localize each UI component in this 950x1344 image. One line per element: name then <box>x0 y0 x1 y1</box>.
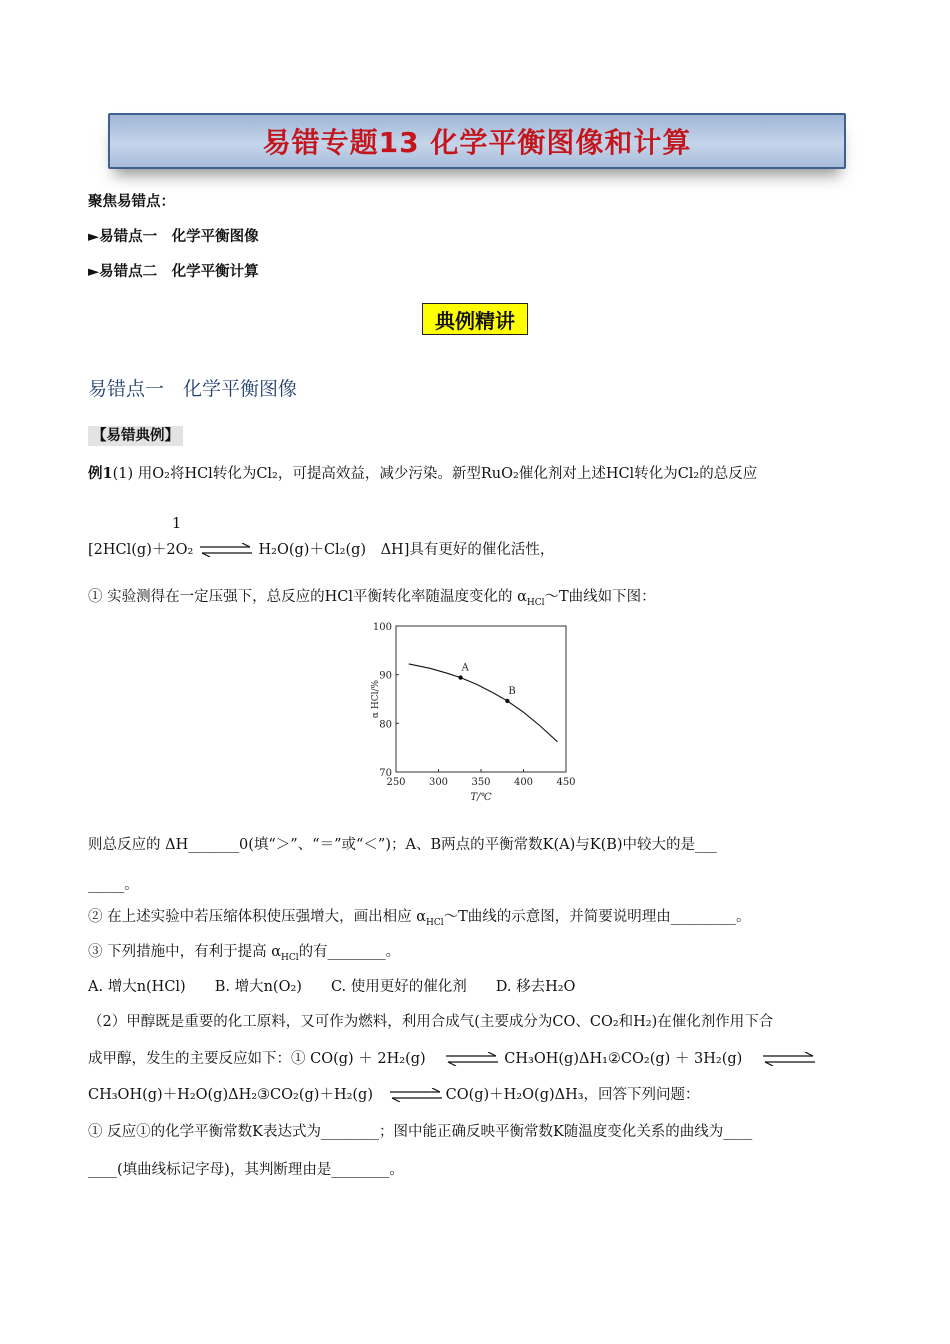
equation-right: H₂O(g)＋Cl₂(g) ΔH]具有更好的催化活性， <box>258 542 555 558</box>
q2-line <box>88 905 751 928</box>
example-tag: 【易错典例】 <box>88 426 183 446</box>
focus-item-2: ►易错点二 化学平衡计算 <box>88 264 259 280</box>
q3-text: ③ 下列措施中，有利于提高 α <box>88 944 282 960</box>
alpha-temperature-chart <box>370 614 590 814</box>
q1-sub: HCl <box>526 597 545 608</box>
part2-e: ____(填曲线标记字母)，其判断理由是________。 <box>88 1162 404 1178</box>
focus-heading: 聚焦易错点： <box>88 194 175 210</box>
series-line <box>409 664 558 742</box>
equation-left: [2HCl(g)＋2O₂ <box>88 542 194 558</box>
q3-sub: HCl <box>281 952 299 963</box>
x-axis-label: T/℃ <box>470 792 492 803</box>
q1-answer-a: 则总反应的 ΔH_______0(填“＞”、“＝”或“＜”)；A、B两点的平衡常数K(A)与K(B)中较大的是___ <box>88 837 717 853</box>
x-tick-label: 250 <box>386 777 406 788</box>
y-tick-label: 80 <box>379 719 392 731</box>
data-point-b <box>505 699 509 703</box>
q2-text: ② 在上述实验中若压缩体积使压强增大，画出相应 α <box>88 909 427 925</box>
equilibrium-arrow-icon <box>761 1052 817 1066</box>
q1-answer-b: _____。 <box>88 877 139 893</box>
point-label-a: A <box>461 662 469 674</box>
example-tag-wrap <box>88 424 183 445</box>
q3-line <box>88 940 400 963</box>
q2-sub: HCl <box>426 917 444 928</box>
part2-a: （2）甲醇既是重要的化工原料，又可作为燃料，利用合成气(主要成分为CO、CO₂和H₂)在催化剂作用下合 <box>88 1014 774 1030</box>
example-label: 例1 <box>88 465 113 482</box>
section1-title: 易错点一 化学平衡图像 <box>88 378 298 400</box>
point-label-b: B <box>508 685 516 697</box>
x-tick-label: 350 <box>471 777 491 788</box>
q1-tail: ～T曲线如下图： <box>544 589 656 605</box>
part2-b <box>88 1047 817 1068</box>
q3-tail: 的有________。 <box>298 944 401 960</box>
chart <box>370 614 590 818</box>
focus-item-1: ►易错点一 化学平衡图像 <box>88 229 259 245</box>
equilibrium-arrow-icon <box>198 543 254 557</box>
part2-b2: CH₃OH(g)ΔH₁②CO₂(g) ＋ 3H₂(g) <box>504 1051 743 1067</box>
title-banner <box>108 113 846 169</box>
options-line: A. 增大n(HCl) B. 增大n(O₂) C. 使用更好的催化剂 D. 移去H₂O <box>88 979 576 995</box>
plot-frame <box>396 626 566 772</box>
equilibrium-arrow-icon <box>444 1052 500 1066</box>
example-intro-line <box>88 462 757 483</box>
example-intro: (1) 用O₂将HCl转化为Cl₂，可提高效益，减少污染。新型RuO₂催化剂对上述HCl转化为Cl₂的总反应 <box>112 466 758 482</box>
q1-text: ① 实验测得在一定压强下，总反应的HCl平衡转化率随温度变化的 α <box>88 589 527 605</box>
page-title: 易错专题13 化学平衡图像和计算 <box>262 126 692 159</box>
fraction-top: 1 <box>172 516 182 532</box>
equation-line <box>88 538 554 559</box>
equilibrium-arrow-icon <box>388 1088 444 1102</box>
part2-c2: CO(g)＋H₂O(g)ΔH₃，回答下列问题： <box>445 1087 700 1103</box>
x-tick-label: 450 <box>556 777 576 788</box>
part2-d: ① 反应①的化学平衡常数K表达式为________；图中能正确反映平衡常数K随温度变化关系的曲线为____ <box>88 1124 753 1140</box>
y-axis-label: α HCl/% <box>371 679 381 719</box>
y-tick-label: 100 <box>372 622 392 633</box>
y-tick-label: 90 <box>379 670 392 682</box>
x-tick-label: 400 <box>513 777 534 788</box>
y-tick-label: 70 <box>379 768 392 779</box>
part2-c1: CH₃OH(g)＋H₂O(g)ΔH₂③CO₂(g)＋H₂(g) <box>88 1087 373 1103</box>
part2-b1: 成甲醇，发生的主要反应如下：① CO(g) ＋ 2H₂(g) <box>88 1051 426 1067</box>
section-banner: 典例精讲 <box>422 303 528 335</box>
part2-c <box>88 1083 700 1104</box>
q1-line <box>88 585 656 608</box>
q2-tail: ～T曲线的示意图，并简要说明理由_________。 <box>443 909 751 925</box>
x-tick-label: 300 <box>428 777 449 788</box>
data-point-a <box>458 675 462 679</box>
